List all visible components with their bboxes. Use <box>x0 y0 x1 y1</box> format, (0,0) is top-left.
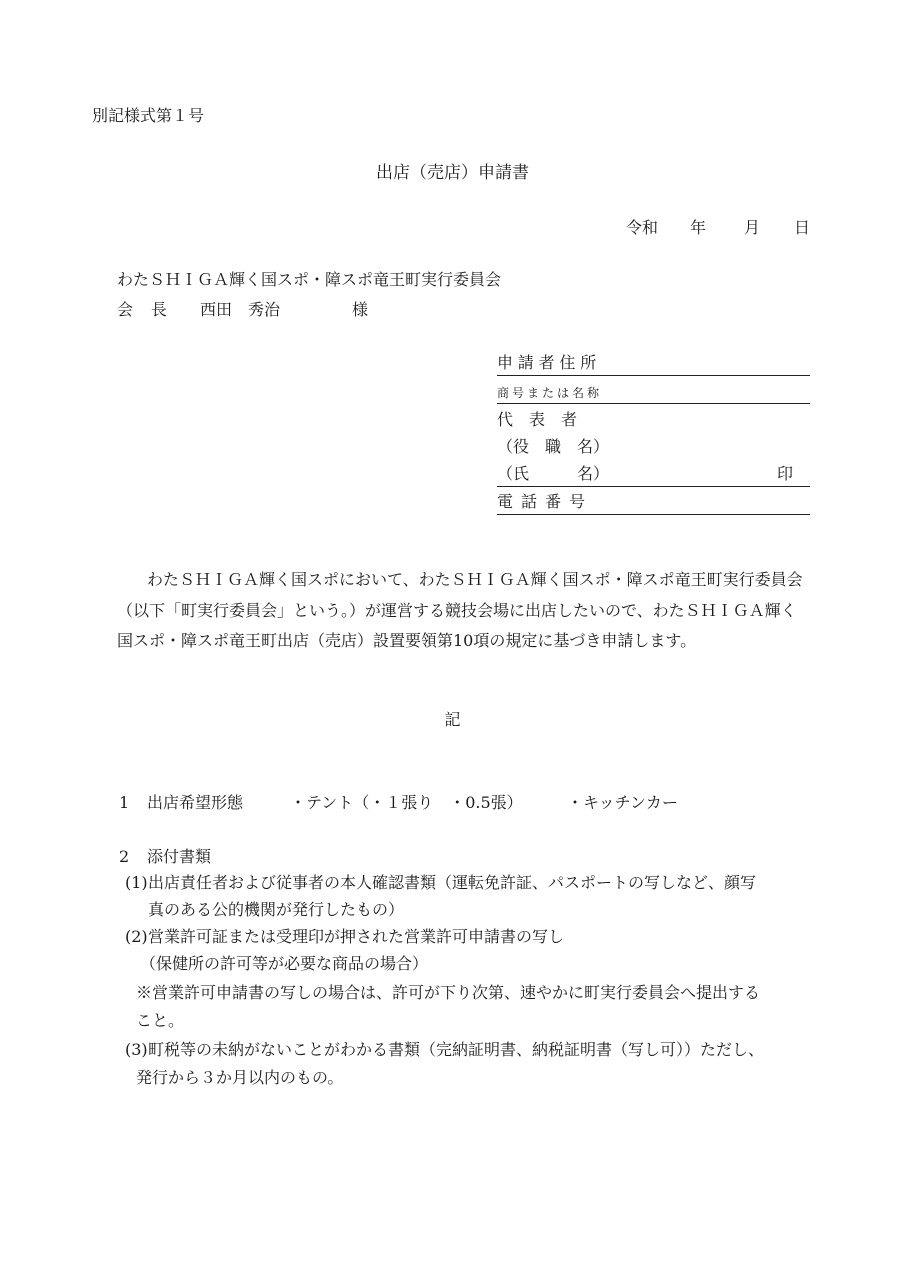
note-text: こと。 <box>136 1011 185 1030</box>
sub2-text: 営業許可証または受理印が押された営業許可申請書の写し <box>148 927 565 946</box>
sub2-note: （保健所の許可等が必要な商品の場合） <box>140 954 429 973</box>
representative-label: 代 表 者 <box>497 410 578 429</box>
addressee-org: わたＳＨＩＧＡ輝く国スポ・障スポ竜王町実行委員会 <box>117 270 502 289</box>
page-title: 出店（売店）申請書 <box>376 163 529 183</box>
position-label: （役 職 名） <box>497 437 610 456</box>
name-label: （氏 名） <box>497 464 610 483</box>
sub3-text: 発行から３か月以内のもの。 <box>136 1068 344 1087</box>
item1-number: 1 <box>119 793 130 812</box>
phone-label: 電話番号 <box>497 492 594 511</box>
applicant-address-label: 申請者住所 <box>497 353 602 372</box>
body-line: （以下「町実行委員会」という。）が運営する競技会場に出店したいので、わたＳＨＩＧＡ輝く <box>117 601 797 620</box>
sub3-number: (3) <box>125 1040 148 1059</box>
sub1-number: (1) <box>125 873 148 892</box>
item1-option-kitchen-car: ・キッチンカー <box>567 793 678 812</box>
seal-mark: 印 <box>777 464 794 483</box>
item1-label: 出店希望形態 <box>147 793 244 812</box>
date-era: 令和 <box>626 218 659 237</box>
date-year: 年 <box>690 218 707 237</box>
ki-heading: 記 <box>444 710 461 729</box>
addressee-name: 西田 秀治 <box>200 300 281 319</box>
item2-number: 2 <box>119 847 130 866</box>
trade-name-label: 商号または名称 <box>497 386 603 400</box>
sub2-number: (2) <box>125 927 148 946</box>
item2-label: 添付書類 <box>147 847 212 866</box>
note-text: ※営業許可申請書の写しの場合は、許可が下り次第、速やかに町実行委員会へ提出する <box>136 983 761 1002</box>
addressee-position: 会 長 <box>117 300 174 319</box>
addressee-honorific: 様 <box>352 300 369 319</box>
body-line: わたＳＨＩＧＡ輝く国スポにおいて、わたＳＨＩＧＡ輝く国スポ・障スポ竜王町実行委員会 <box>147 570 803 589</box>
body-line: 国スポ・障スポ竜王町出店（売店）設置要領第10項の規定に基づき申請します。 <box>117 631 697 650</box>
sub1-text: 真のある公的機関が発行したもの） <box>148 900 405 919</box>
date-day: 日 <box>794 218 811 237</box>
form-number: 別記様式第１号 <box>92 106 205 125</box>
date-month: 月 <box>744 218 761 237</box>
sub1-text: 出店責任者および従事者の本人確認書類（運転免許証、パスポートの写しなど、顔写 <box>148 873 757 892</box>
sub3-text: 町税等の未納がないことがわかる書類（完納証明書、納税証明書（写し可））ただし、 <box>148 1040 765 1059</box>
item1-option-tent: ・テント（・１張り ・0.5張） <box>290 793 523 812</box>
